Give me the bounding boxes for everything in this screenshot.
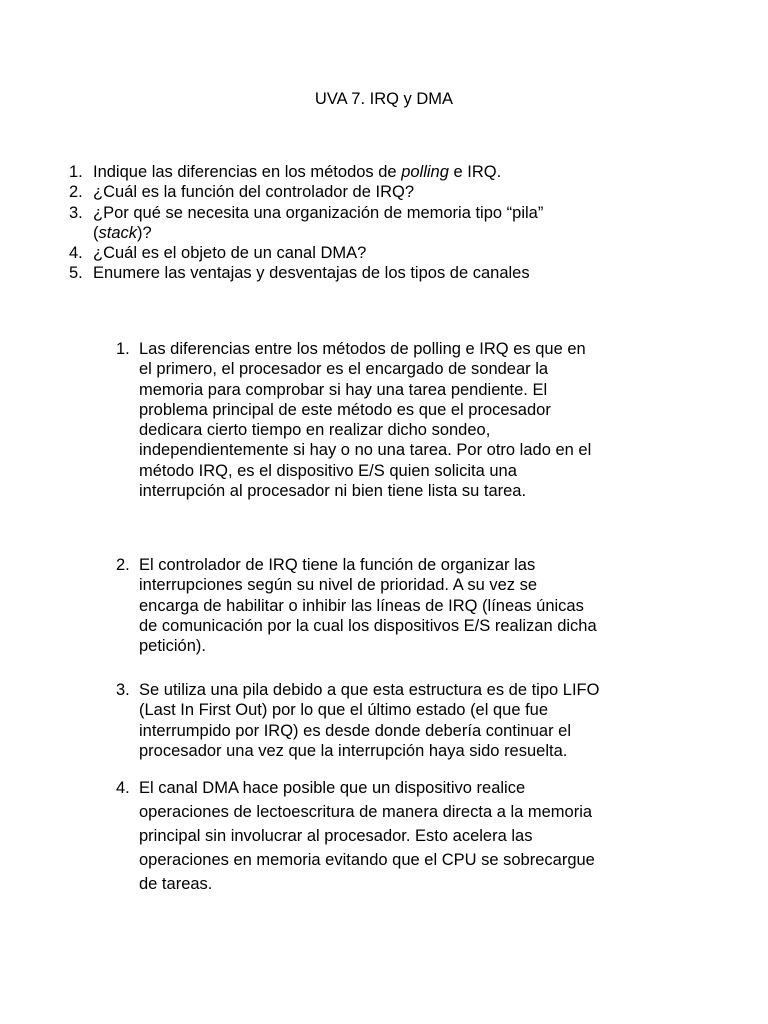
question-text: )? (137, 223, 152, 242)
list-number: 2. (116, 556, 130, 574)
answer-line: encarga de habilitar o inhibir las líneas de IRQ (líneas únicas (139, 596, 584, 615)
question-text: ¿Cuál es la función del controlador de IRQ? (93, 183, 415, 202)
answer-line: de tareas. (139, 875, 213, 893)
list-number: 4. (69, 244, 83, 263)
answer-line: dedicara cierto tiempo en realizar dicho sondeo, (139, 421, 491, 440)
answer-item (113, 776, 699, 896)
question-item (60, 203, 700, 244)
list-number: 3. (69, 203, 83, 222)
list-number: 1. (69, 163, 83, 181)
page-title: UVA 7. IRQ y DMA (314, 90, 454, 108)
list-number: 5. (69, 264, 83, 283)
list-number: 4. (116, 779, 130, 797)
question-text: ( (93, 223, 99, 242)
question-emphasis: stack (98, 223, 138, 242)
question-item (60, 182, 700, 202)
answer-line: El controlador de IRQ tiene la función de organizar las (139, 556, 536, 574)
answer-line: problema principal de este método es que el procesador (139, 400, 551, 419)
question-emphasis: polling (401, 163, 449, 181)
answer-line: interrumpido por IRQ) es desde donde debería continuar el (139, 721, 572, 740)
answer-line: Se utiliza una pila debido a que esta estructura es de tipo LIFO (139, 681, 600, 699)
answer-line: petición). (139, 637, 206, 656)
answer-line: procesador una vez que la interrupción haya sido resuelta. (139, 741, 568, 760)
list-number: 2. (69, 183, 83, 202)
answer-line: interrupciones según su nivel de prioridad. A su vez se (139, 576, 538, 595)
answer-line: método IRQ, es el dispositivo E/S quien solicita una (139, 461, 517, 480)
answer-line: principal sin involucrar al procesador. Esto acelera las (139, 827, 533, 845)
list-number: 1. (116, 340, 130, 358)
question-text: ¿Por qué se necesita una organización de memoria tipo “pila” (93, 203, 544, 222)
question-text: ¿Cuál es el objeto de un canal DMA? (93, 244, 367, 263)
answer-item (113, 680, 699, 761)
list-number: 3. (116, 681, 130, 699)
question-text: e IRQ. (448, 163, 502, 181)
answer-item (113, 555, 699, 656)
answer-line: (Last In First Out) por lo que el último estado (el que fue (139, 701, 549, 720)
answer-line: interrupción al procesador ni bien tiene lista su tarea. (139, 482, 527, 501)
question-item (60, 162, 700, 182)
question-item (60, 263, 700, 283)
answer-item (113, 339, 699, 501)
answer-line: operaciones de lectoescritura de manera directa a la memoria (139, 803, 593, 821)
question-item (60, 243, 700, 263)
answer-line: operaciones en memoria evitando que el CPU se sobrecargue (139, 851, 595, 869)
question-text: Enumere las ventajas y desventajas de los tipos de canales (93, 264, 530, 283)
answer-line: El canal DMA hace posible que un dispositivo realice (139, 779, 526, 797)
answer-line: independientemente si hay o no una tarea. Por otro lado en el (139, 441, 592, 460)
question-list (60, 162, 700, 284)
answer-line: memoria para comprobar si hay una tarea pendiente. El (139, 380, 548, 399)
answer-line: de comunicación por la cual los dispositivos E/S realizan dicha (139, 616, 597, 635)
answer-line: el primero, el procesador es el encargado de sondear la (139, 360, 549, 379)
answer-line: Las diferencias entre los métodos de polling e IRQ es que en (139, 340, 586, 358)
question-text: Indique las diferencias en los métodos de (93, 163, 402, 181)
